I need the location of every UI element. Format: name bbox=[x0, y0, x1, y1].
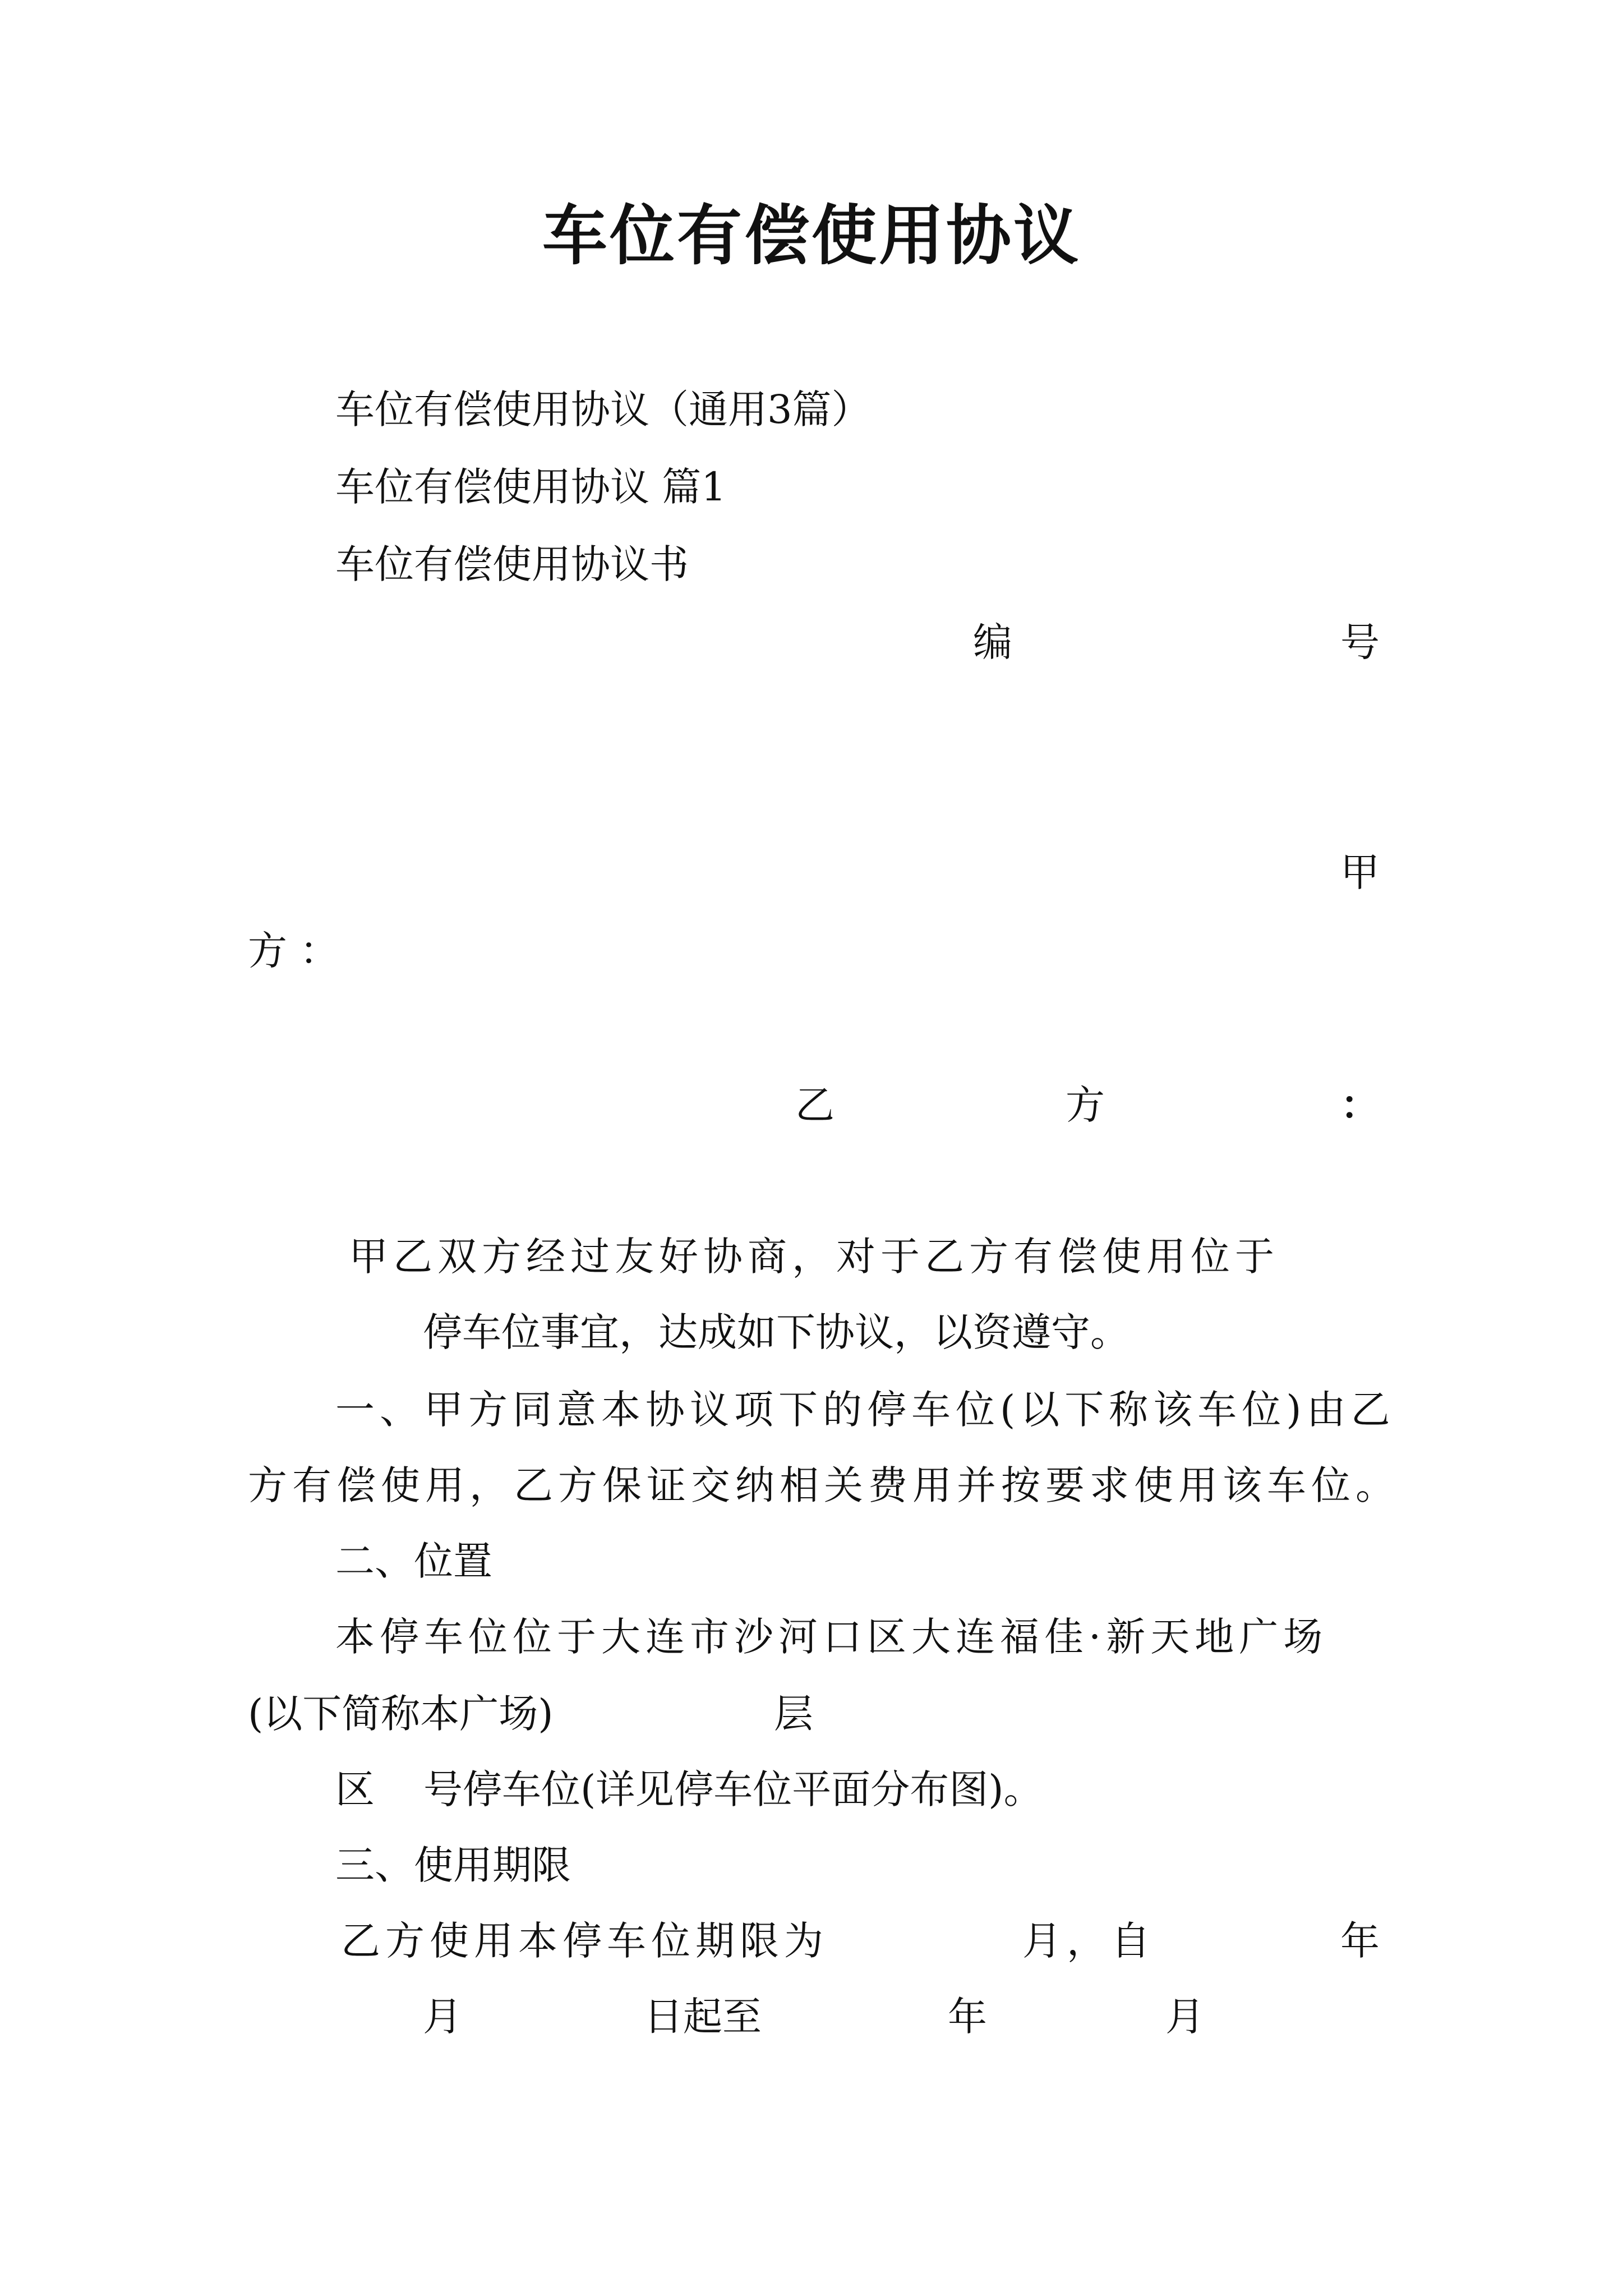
document-subtitle: 车位有偿使用协议（通用3篇） bbox=[335, 386, 871, 432]
party-a-label-part-2: 方 ： bbox=[248, 928, 339, 974]
clause3-line-2-a: 月 bbox=[423, 1994, 462, 2040]
clause1-line-2: 方有偿使用，乙方保证交纳相关费用并按要求使用该车位。 bbox=[248, 1462, 1400, 1508]
clause3-heading: 三、使用期限 bbox=[335, 1842, 571, 1888]
party-a-label-part-1: 甲 bbox=[1340, 849, 1380, 895]
clause1-line-1: 一、甲方同意本协议项下的停车位(以下称该车位)由乙 bbox=[335, 1387, 1395, 1433]
clause2-line-2-a: (以下简称本广场) bbox=[248, 1691, 554, 1737]
clause2-line-3-a: 区 bbox=[335, 1766, 375, 1812]
clause3-line-1-b: 月，自 bbox=[1022, 1918, 1155, 1964]
party-b-label-part-1: 乙 bbox=[795, 1082, 834, 1128]
intro-line-1: 甲乙双方经过友好协商，对于乙方有偿使用位于 bbox=[349, 1234, 1279, 1280]
clause2-line-1: 本停车位位于大连市沙河口区大连福佳·新天地广场 bbox=[335, 1614, 1328, 1660]
document-title: 车位有偿使用协议 bbox=[542, 197, 1081, 274]
section-heading: 车位有偿使用协议 篇1 bbox=[335, 464, 726, 510]
clause3-line-1-a: 乙方使用本停车位期限为 bbox=[341, 1918, 828, 1964]
clause2-line-2-b: 层 bbox=[774, 1691, 813, 1737]
clause3-line-1-c: 年 bbox=[1340, 1918, 1380, 1964]
clause3-line-2-c: 年 bbox=[948, 1994, 987, 2040]
doc-name: 车位有偿使用协议书 bbox=[335, 541, 689, 587]
clause3-line-2-d: 月 bbox=[1165, 1994, 1205, 2040]
party-b-label-part-3: ： bbox=[1340, 1082, 1380, 1128]
number-label-part-1: 编 bbox=[973, 619, 1012, 665]
clause2-line-3-b: 号停车位(详见停车位平面分布图)。 bbox=[423, 1766, 1043, 1812]
clause2-heading: 二、位置 bbox=[335, 1538, 492, 1584]
number-label-part-2: 号 bbox=[1340, 619, 1380, 665]
intro-line-2: 停车位事宜，达成如下协议，以资遵守。 bbox=[423, 1309, 1129, 1355]
clause3-line-2-b: 日起至 bbox=[644, 1994, 762, 2040]
party-b-label-part-2: 方 bbox=[1066, 1082, 1105, 1128]
